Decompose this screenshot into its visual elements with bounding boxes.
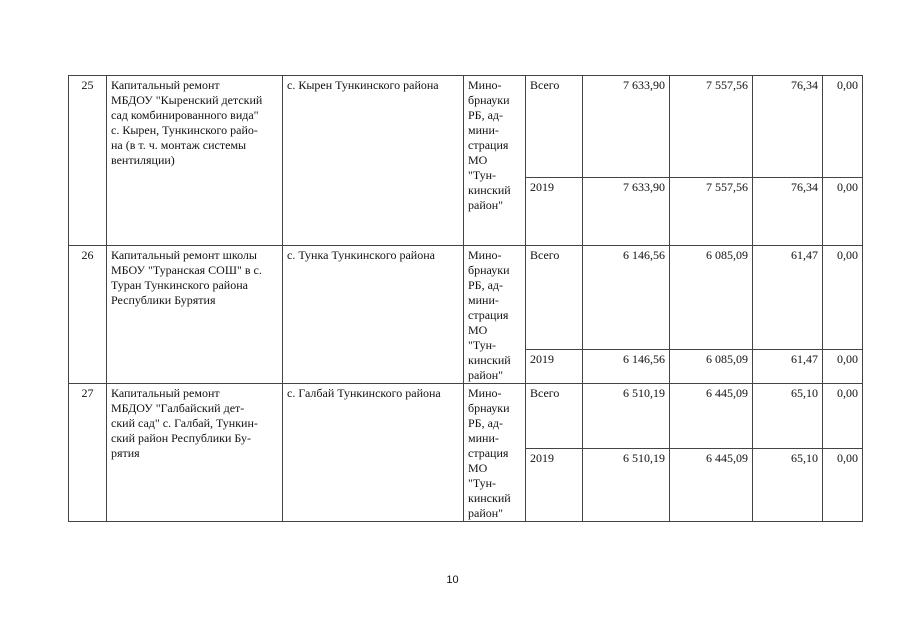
row-number: 27 [69,384,107,522]
total-value: 6 146,56 [583,246,670,350]
row-number: 26 [69,246,107,384]
budget-table [68,75,863,522]
value-1: 6 085,09 [670,350,753,384]
value-3: 0,00 [823,246,863,350]
project-location: с. Галбай Тункинского района [283,384,464,522]
responsible-org: Мино- брнауки РБ, ад- мини- страция МО "Тун- кинский район" [464,246,526,384]
responsible-org: Мино- брнауки РБ, ад- мини- страция МО "Тун- кинский район" [464,76,526,246]
project-name: Капитальный ремонт МБДОУ "Кыренский детский сад комбинированного вида" с. Кырен, Тункинского райо- на (в т. ч. монтаж системы вентиляции) [107,76,283,246]
value-1: 6 085,09 [670,246,753,350]
row-number: 25 [69,76,107,246]
table-row [69,384,863,449]
value-3: 0,00 [823,384,863,449]
value-1: 7 557,56 [670,76,753,178]
value-1: 6 445,09 [670,449,753,522]
project-location: с. Кырен Тункинского района [283,76,464,246]
total-value: 6 146,56 [583,350,670,384]
value-3: 0,00 [823,178,863,246]
page-number: 10 [446,574,459,586]
table-row [69,76,863,178]
value-2: 61,47 [753,246,823,350]
project-location: с. Тунка Тункинского района [283,246,464,384]
period-cell: 2019 [526,449,583,522]
period-cell: 2019 [526,178,583,246]
value-2: 76,34 [753,76,823,178]
total-value: 7 633,90 [583,76,670,178]
responsible-org: Мино- брнауки РБ, ад- мини- страция МО "Тун- кинский район" [464,384,526,522]
project-name: Капитальный ремонт школы МБОУ "Туранская СОШ" в с. Туран Тункинского района Республики Бурятия [107,246,283,384]
table-row [69,246,863,350]
value-2: 65,10 [753,449,823,522]
value-1: 7 557,56 [670,178,753,246]
project-name: Капитальный ремонт МБДОУ "Галбайский дет- ский сад" с. Галбай, Тункин- ский район Республики Бу- рятия [107,384,283,522]
period-cell: Всего [526,384,583,449]
total-value: 7 633,90 [583,178,670,246]
period-cell: 2019 [526,350,583,384]
value-3: 0,00 [823,76,863,178]
value-2: 61,47 [753,350,823,384]
value-3: 0,00 [823,350,863,384]
value-2: 65,10 [753,384,823,449]
total-value: 6 510,19 [583,384,670,449]
period-cell: Всего [526,76,583,178]
value-3: 0,00 [823,449,863,522]
value-1: 6 445,09 [670,384,753,449]
total-value: 6 510,19 [583,449,670,522]
value-2: 76,34 [753,178,823,246]
period-cell: Всего [526,246,583,350]
